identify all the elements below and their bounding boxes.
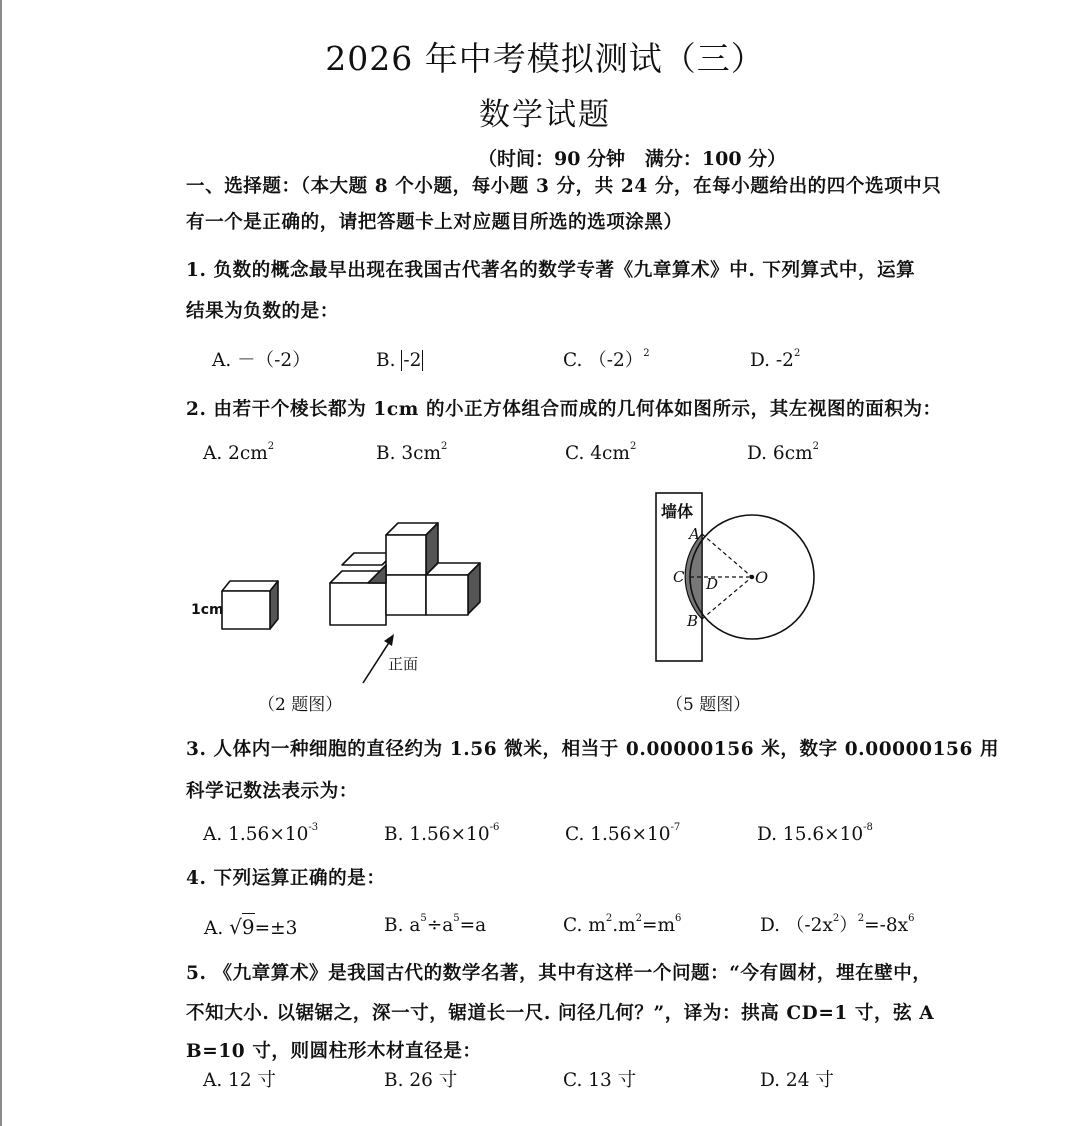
q2-option-b[interactable]: B. $3cm^2$ [376, 441, 448, 464]
front-label: 正面 [388, 655, 419, 673]
q2-line1: 2. 由若干个棱长都为 1cm 的小正方体组合而成的几何体如图所示，其左视图的面积为： [186, 399, 942, 420]
q4-option-a[interactable]: A. √9=±3 [204, 915, 298, 939]
figure-q5-caption: （5 题图） [666, 695, 751, 715]
q4-option-b[interactable]: B. $a^5\div a^5=a$ [384, 913, 487, 936]
q5-line2: 不知大小. 以锯锯之，深一寸，锯道长一尺. 问径几何？”，译为：拱高 CD=1 寸，弦 A [186, 1003, 935, 1024]
q3-option-c[interactable]: C. $1.56\times 10^{-7}$ [565, 822, 681, 845]
q2-option-c[interactable]: C. $4cm^2$ [565, 441, 637, 464]
section1-line1: 一、选择题：（本大题 8 个小题，每小题 3 分，共 24 分，在每小题给出的四个选项中只 [186, 176, 942, 197]
figure-q2-caption: （2 题图） [258, 695, 343, 715]
q4-line1: 4. 下列运算正确的是： [186, 868, 386, 889]
front-arrow [363, 641, 390, 683]
q1-line2: 结果为负数的是： [186, 301, 339, 322]
q5-option-d[interactable]: D. 24 寸 [760, 1070, 834, 1091]
q3-option-d[interactable]: D. $15.6\times 10^{-8}$ [757, 822, 873, 845]
section1-line2: 有一个是正确的，请把答题卡上对应题目所选的选项涂黑） [186, 212, 683, 233]
q3-line1: 3. 人体内一种细胞的直径约为 1.56 微米，相当于 0.00000156 米，数字 0.00000156 用 [186, 739, 1000, 760]
q5-option-a[interactable]: A. 12 寸 [203, 1070, 277, 1091]
point-a-label: A [689, 525, 700, 543]
q5-option-c[interactable]: C. 13 寸 [563, 1070, 637, 1091]
q4-option-d[interactable]: D. $(-2x^2)^2=-8x^6$ [760, 913, 915, 936]
q1-option-c[interactable]: C. $(-2)^2$ [563, 348, 650, 371]
abs-value: -2 [403, 350, 422, 371]
front-left-cube [330, 583, 386, 625]
exam-title: 2026 年中考模拟测试（三） [325, 39, 765, 78]
q3-line2: 科学记数法表示为： [186, 781, 358, 802]
point-b-label: B [687, 612, 699, 630]
unit-cube [222, 581, 278, 629]
q4-option-c[interactable]: C. $m^2.m^2=m^6$ [563, 913, 682, 936]
point-o-label: O [755, 568, 769, 587]
wall-label: 墙体 [661, 502, 694, 521]
q1-line1: 1. 负数的概念最早出现在我国古代著名的数学专著《九章算术》中. 下列算式中，运算 [186, 260, 916, 281]
q1-option-d[interactable]: D. $-2^2$ [750, 348, 801, 371]
time-info: （时间：90 分钟 满分：100 分） [478, 148, 787, 170]
q5-option-b[interactable]: B. 26 寸 [384, 1070, 458, 1091]
q5-line1: 5. 《九章算术》是我国古代的数学名著，其中有这样一个问题：“今有圆材，埋在壁中， [186, 963, 932, 984]
point-d-label: D [706, 575, 719, 593]
q1-option-a[interactable]: A. －（-2） [212, 350, 311, 371]
point-c-label: C [673, 568, 685, 586]
figure-q2-cubes [180, 515, 500, 690]
subject-title: 数学试题 [479, 97, 611, 133]
q2-option-a[interactable]: A. $2cm^2$ [203, 441, 275, 464]
q3-option-b[interactable]: B. $1.56\times 10^{-6}$ [384, 822, 500, 845]
unit-label: 1cm [191, 602, 224, 618]
radicand: 9 [241, 915, 255, 939]
q1-option-b[interactable]: B. -2 [376, 350, 422, 371]
q3-option-a[interactable]: A. $1.56\times 10^{-3}$ [203, 822, 319, 845]
top-cube [386, 523, 438, 575]
q2-option-d[interactable]: D. $6cm^2$ [747, 441, 819, 464]
q5-line3: B=10 寸，则圆柱形木材直径是： [186, 1041, 482, 1062]
page-edge [0, 0, 2, 1126]
